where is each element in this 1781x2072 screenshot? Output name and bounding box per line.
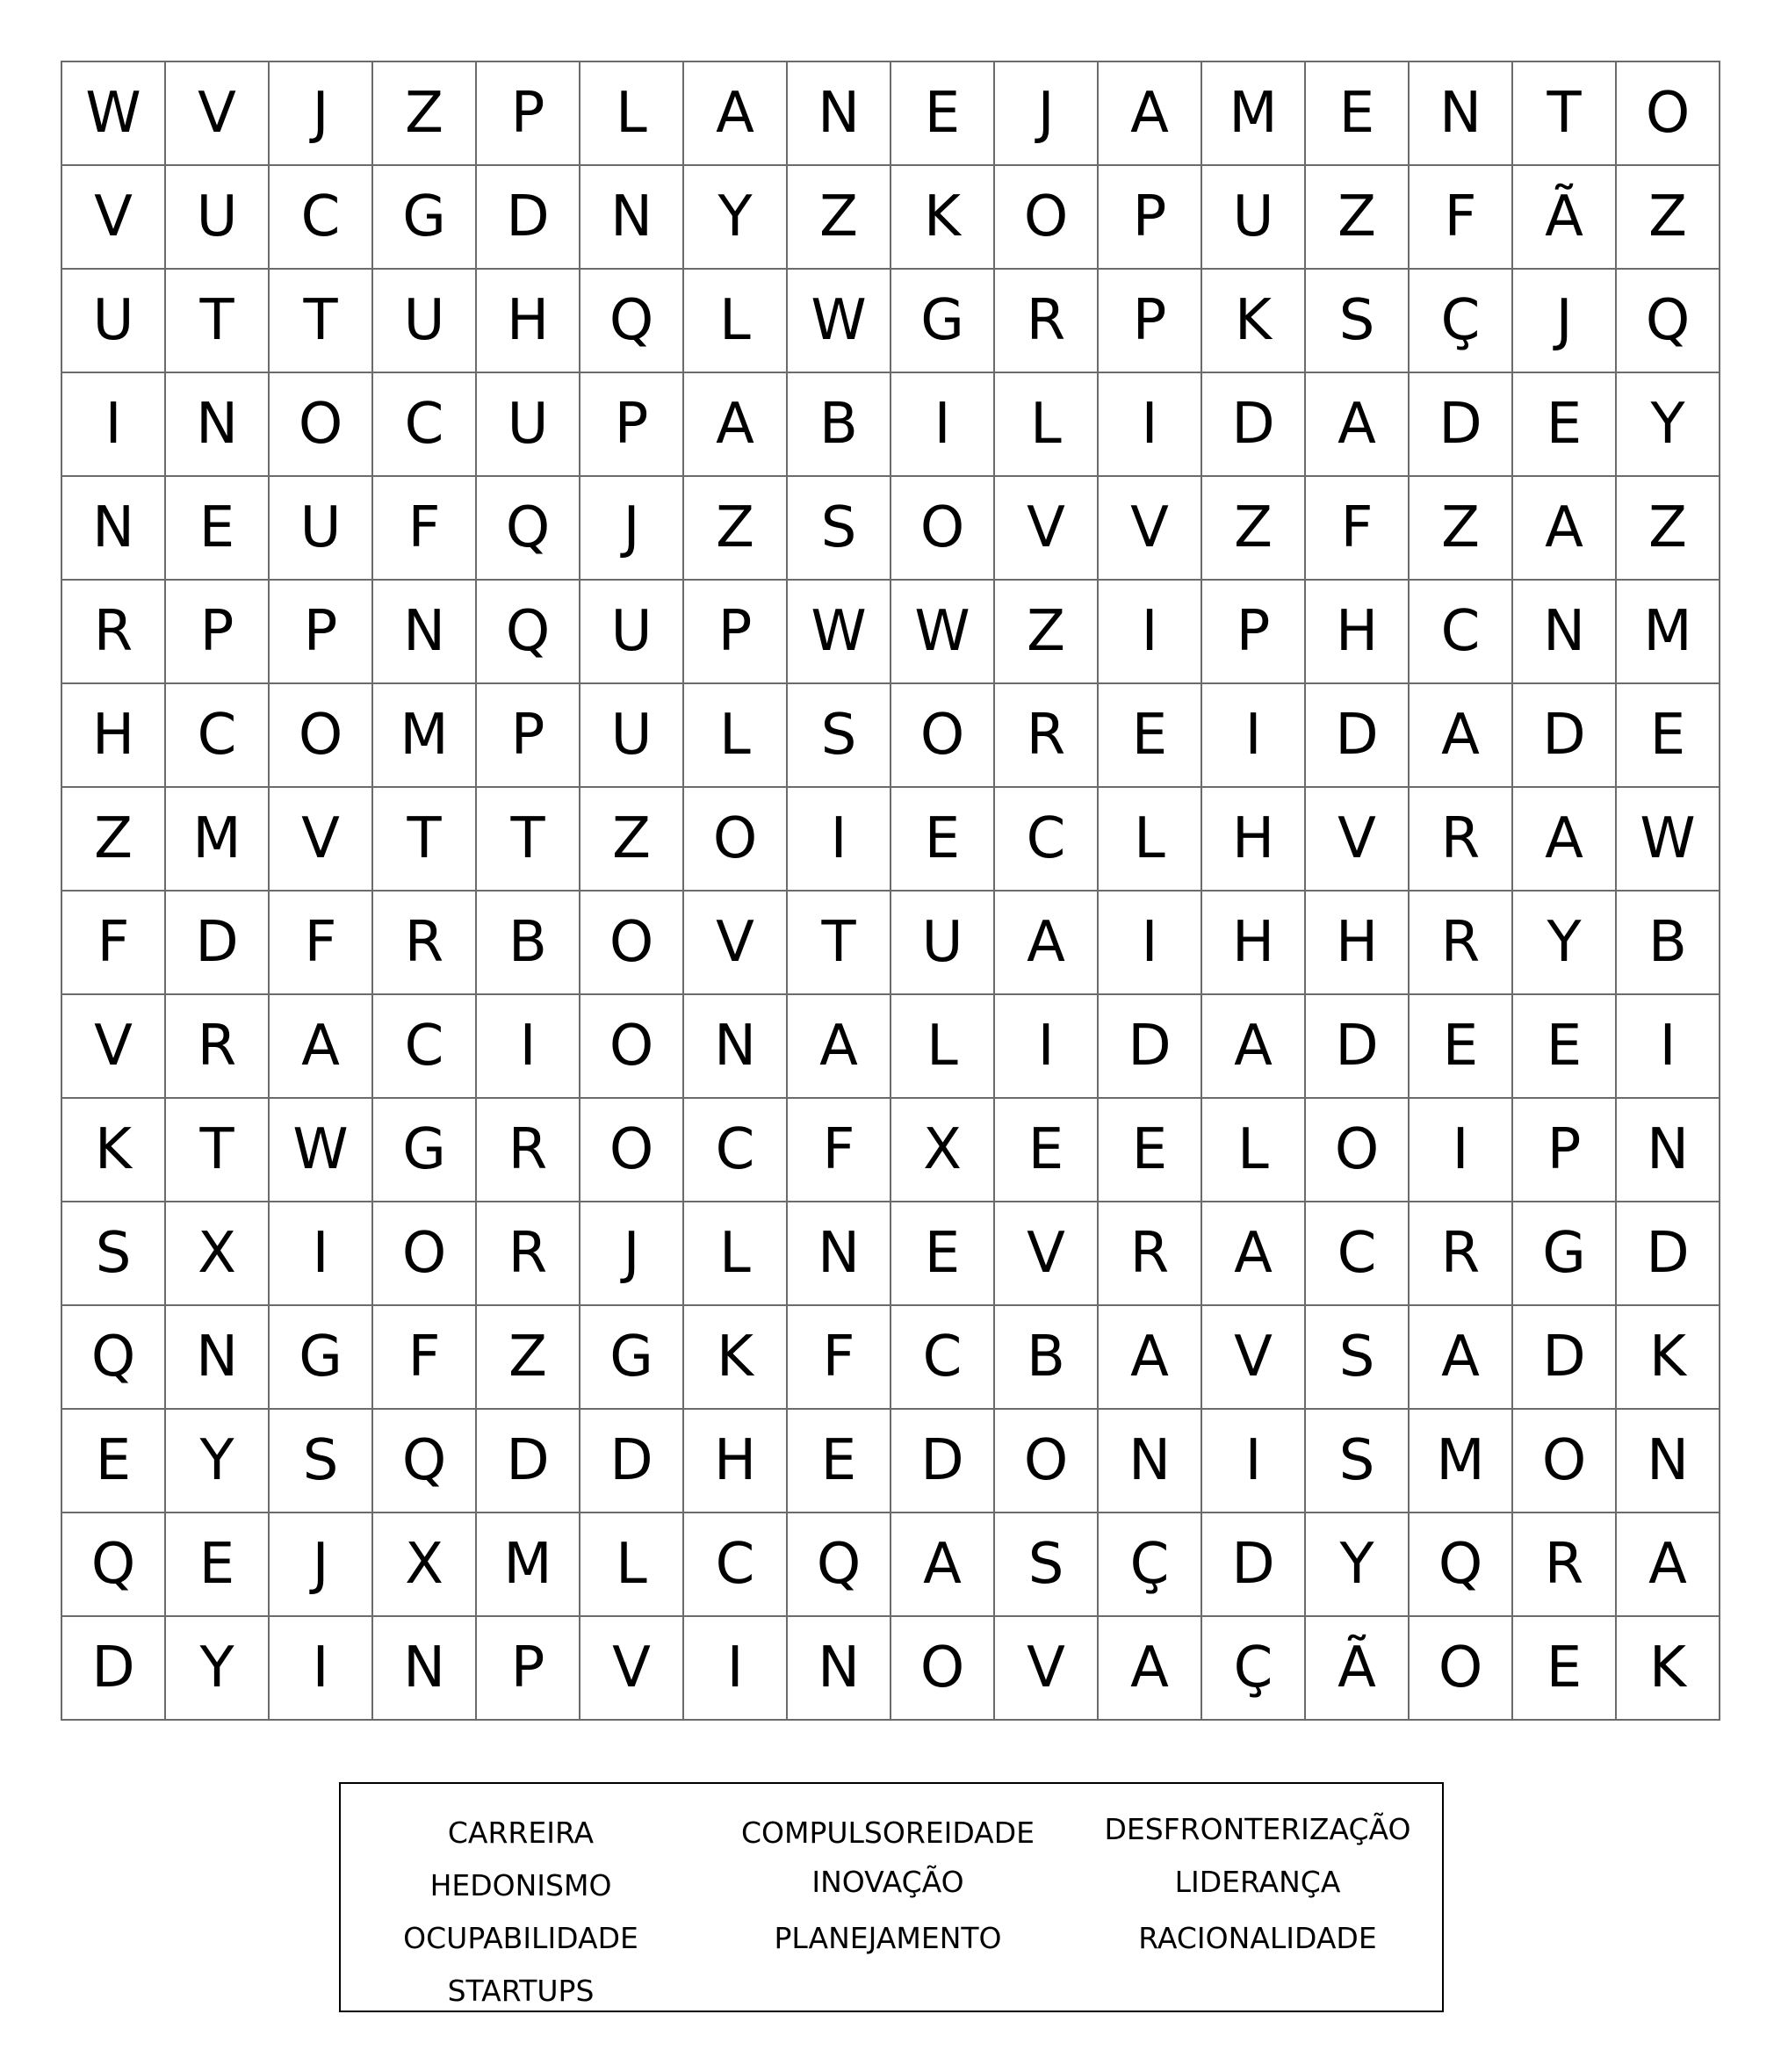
grid-cell[interactable]: S [788,684,891,788]
grid-cell[interactable]: Q [477,477,580,581]
grid-cell[interactable]: E [1306,62,1410,166]
word-list-item: DESFRONTERIZAÇÃO [1104,1812,1411,1846]
grid-cell[interactable]: C [166,684,270,788]
grid-cell[interactable]: Y [684,166,788,270]
grid-cell[interactable]: Q [1410,1513,1513,1617]
grid-cell[interactable]: D [166,892,270,995]
grid-cell[interactable]: C [995,788,1099,892]
grid-cell[interactable]: A [788,995,891,1099]
grid-cell[interactable]: Q [373,1410,477,1513]
grid-cell[interactable]: C [684,1513,788,1617]
grid-cell[interactable]: O [580,995,684,1099]
grid-cell[interactable]: D [477,1410,580,1513]
grid-cell[interactable]: Z [373,62,477,166]
grid-cell[interactable]: E [995,1099,1099,1202]
grid-cell[interactable]: H [1306,892,1410,995]
grid-cell[interactable]: N [1513,581,1617,684]
grid-cell[interactable]: R [1410,892,1513,995]
grid-cell[interactable]: P [1202,581,1306,684]
grid-cell[interactable]: O [891,1617,995,1721]
grid-cell[interactable]: R [995,684,1099,788]
word-list-box [339,1782,1444,2012]
grid-cell[interactable]: F [1410,166,1513,270]
grid-cell[interactable]: N [1099,1410,1202,1513]
grid-cell[interactable]: H [62,684,166,788]
grid-cell[interactable]: I [1099,373,1202,477]
grid-cell[interactable]: R [373,892,477,995]
grid-cell[interactable]: K [1202,270,1306,373]
grid-cell[interactable]: G [580,1306,684,1410]
grid-cell[interactable]: G [1513,1202,1617,1306]
grid-cell[interactable]: R [62,581,166,684]
grid-cell[interactable]: B [1617,892,1720,995]
word-list-item: COMPULSOREIDADE [740,1816,1035,1850]
grid-cell[interactable]: S [1306,270,1410,373]
grid-cell[interactable]: C [1306,1202,1410,1306]
grid-cell[interactable]: Y [1617,373,1720,477]
grid-cell[interactable]: R [1513,1513,1617,1617]
grid-cell[interactable]: F [62,892,166,995]
grid-cell[interactable]: P [477,62,580,166]
grid-cell[interactable]: L [1099,788,1202,892]
grid-cell[interactable]: L [684,270,788,373]
grid-cell[interactable]: I [1099,892,1202,995]
grid-cell[interactable]: Z [477,1306,580,1410]
grid-cell[interactable]: K [62,1099,166,1202]
grid-cell[interactable]: O [995,1410,1099,1513]
grid-cell[interactable]: C [891,1306,995,1410]
grid-cell[interactable]: A [1306,373,1410,477]
grid-cell[interactable]: N [684,995,788,1099]
grid-cell[interactable]: S [995,1513,1099,1617]
grid-cell[interactable]: D [62,1617,166,1721]
grid-cell[interactable]: Y [1306,1513,1410,1617]
grid-cell[interactable]: A [684,373,788,477]
grid-cell[interactable]: E [1410,995,1513,1099]
grid-cell[interactable]: A [1202,995,1306,1099]
grid-cell[interactable]: J [580,477,684,581]
grid-cell[interactable]: L [684,684,788,788]
grid-cell[interactable]: E [891,788,995,892]
grid-cell[interactable]: H [684,1410,788,1513]
grid-cell[interactable]: D [1410,373,1513,477]
grid-cell[interactable]: V [995,1202,1099,1306]
grid-cell[interactable]: I [1617,995,1720,1099]
grid-cell[interactable]: M [373,684,477,788]
grid-cell[interactable]: K [684,1306,788,1410]
grid-cell[interactable]: L [891,995,995,1099]
grid-cell[interactable]: D [1202,373,1306,477]
grid-cell[interactable]: F [1306,477,1410,581]
grid-cell[interactable]: U [270,477,373,581]
grid-cell[interactable]: P [1513,1099,1617,1202]
grid-cell[interactable]: Q [1617,270,1720,373]
grid-cell[interactable]: D [1306,684,1410,788]
grid-cell[interactable]: Ã [1306,1617,1410,1721]
grid-cell[interactable]: D [1513,684,1617,788]
grid-cell[interactable]: R [1099,1202,1202,1306]
grid-cell[interactable]: Z [1410,477,1513,581]
grid-cell[interactable]: N [373,1617,477,1721]
grid-cell[interactable]: S [1306,1306,1410,1410]
grid-cell[interactable]: G [373,166,477,270]
grid-cell[interactable]: K [1617,1617,1720,1721]
grid-cell[interactable]: O [1513,1410,1617,1513]
grid-cell[interactable]: Y [1513,892,1617,995]
word-list-item: CARREIRA [447,1816,595,1850]
grid-cell[interactable]: Q [62,1513,166,1617]
grid-cell[interactable]: Z [1617,477,1720,581]
grid-cell[interactable]: D [1617,1202,1720,1306]
grid-cell[interactable]: B [995,1306,1099,1410]
grid-cell[interactable]: I [270,1617,373,1721]
grid-cell[interactable]: N [166,1306,270,1410]
grid-cell[interactable]: U [166,166,270,270]
grid-cell[interactable]: E [62,1410,166,1513]
grid-cell[interactable]: C [373,373,477,477]
grid-cell[interactable]: I [1099,581,1202,684]
grid-cell[interactable]: Y [166,1410,270,1513]
grid-cell[interactable]: D [1202,1513,1306,1617]
word-list-item: LIDERANÇA [1174,1865,1341,1899]
grid-cell[interactable]: L [684,1202,788,1306]
grid-cell[interactable]: P [684,581,788,684]
grid-cell[interactable]: R [477,1202,580,1306]
grid-cell[interactable]: Z [684,477,788,581]
grid-cell[interactable]: L [1202,1099,1306,1202]
grid-cell[interactable]: I [477,995,580,1099]
grid-cell[interactable]: V [684,892,788,995]
grid-cell[interactable]: R [166,995,270,1099]
grid-cell[interactable]: J [995,62,1099,166]
grid-cell[interactable]: D [1306,995,1410,1099]
grid-cell[interactable]: X [891,1099,995,1202]
grid-cell[interactable]: N [62,477,166,581]
grid-cell[interactable]: E [166,1513,270,1617]
grid-cell[interactable]: C [1410,581,1513,684]
grid-cell[interactable]: U [477,373,580,477]
grid-cell[interactable]: T [373,788,477,892]
grid-cell[interactable]: W [62,62,166,166]
word-list-item: RACIONALIDADE [1138,1921,1377,1955]
grid-cell[interactable]: Q [788,1513,891,1617]
grid-cell[interactable]: M [166,788,270,892]
grid-cell[interactable]: O [891,684,995,788]
grid-cell[interactable]: Ã [1513,166,1617,270]
grid-cell[interactable]: N [788,1617,891,1721]
grid-cell[interactable]: X [373,1513,477,1617]
grid-cell[interactable]: E [1513,995,1617,1099]
grid-cell[interactable]: P [1099,270,1202,373]
grid-cell[interactable]: A [1202,1202,1306,1306]
grid-cell[interactable]: A [270,995,373,1099]
grid-cell[interactable]: A [1513,477,1617,581]
grid-cell[interactable]: E [891,1202,995,1306]
grid-cell[interactable]: W [788,270,891,373]
grid-cell[interactable]: G [270,1306,373,1410]
grid-cell[interactable]: O [891,477,995,581]
grid-cell[interactable]: H [1202,788,1306,892]
grid-cell[interactable]: S [270,1410,373,1513]
grid-cell[interactable]: W [270,1099,373,1202]
grid-cell[interactable]: T [270,270,373,373]
grid-cell[interactable]: A [1410,684,1513,788]
grid-cell[interactable]: M [1410,1410,1513,1513]
grid-cell[interactable]: I [1410,1099,1513,1202]
grid-cell[interactable]: D [891,1410,995,1513]
grid-cell[interactable]: A [995,892,1099,995]
grid-cell[interactable]: T [477,788,580,892]
grid-cell[interactable]: O [1410,1617,1513,1721]
grid-cell[interactable]: F [373,1306,477,1410]
grid-cell[interactable]: Z [1202,477,1306,581]
grid-cell[interactable]: E [1513,1617,1617,1721]
grid-cell[interactable]: D [1099,995,1202,1099]
grid-cell[interactable]: F [788,1306,891,1410]
grid-cell[interactable]: A [1099,62,1202,166]
grid-cell[interactable]: Z [580,788,684,892]
grid-cell[interactable]: X [166,1202,270,1306]
grid-cell[interactable]: W [788,581,891,684]
grid-cell[interactable]: O [995,166,1099,270]
grid-cell[interactable]: U [62,270,166,373]
grid-cell[interactable]: V [580,1617,684,1721]
grid-cell[interactable]: O [270,684,373,788]
grid-cell[interactable]: N [1410,62,1513,166]
grid-cell[interactable]: Ç [1202,1617,1306,1721]
grid-cell[interactable]: P [166,581,270,684]
grid-cell[interactable]: L [995,373,1099,477]
grid-cell[interactable]: I [62,373,166,477]
grid-cell[interactable]: K [1617,1306,1720,1410]
grid-cell[interactable]: L [580,1513,684,1617]
grid-cell[interactable]: A [1513,788,1617,892]
grid-cell[interactable]: V [62,995,166,1099]
grid-cell[interactable]: C [373,995,477,1099]
grid-cell[interactable]: C [270,166,373,270]
grid-cell[interactable]: H [1306,581,1410,684]
grid-cell[interactable]: P [270,581,373,684]
grid-cell[interactable]: J [580,1202,684,1306]
grid-cell[interactable]: A [891,1513,995,1617]
grid-cell[interactable]: Q [62,1306,166,1410]
grid-cell[interactable]: N [1617,1099,1720,1202]
grid-cell[interactable]: S [788,477,891,581]
grid-cell[interactable]: R [1410,1202,1513,1306]
grid-cell[interactable]: T [166,1099,270,1202]
grid-cell[interactable]: J [270,62,373,166]
grid-cell[interactable]: E [891,62,995,166]
grid-cell[interactable]: R [477,1099,580,1202]
grid-cell[interactable]: M [1202,62,1306,166]
grid-cell[interactable]: Z [1306,166,1410,270]
grid-cell[interactable]: N [788,62,891,166]
grid-cell[interactable]: N [373,581,477,684]
grid-cell[interactable]: D [580,1410,684,1513]
grid-cell[interactable]: U [580,684,684,788]
word-list-item: INOVAÇÃO [811,1865,964,1899]
grid-cell[interactable]: B [477,892,580,995]
grid-cell[interactable]: U [373,270,477,373]
grid-cell[interactable]: T [1513,62,1617,166]
grid-cell[interactable]: I [270,1202,373,1306]
grid-cell[interactable]: K [891,166,995,270]
grid-cell[interactable]: Q [477,581,580,684]
grid-cell[interactable]: A [1410,1306,1513,1410]
grid-cell[interactable]: R [995,270,1099,373]
grid-cell[interactable]: E [1513,373,1617,477]
grid-cell[interactable]: E [1099,684,1202,788]
grid-cell[interactable]: D [477,166,580,270]
grid-cell[interactable]: I [1202,1410,1306,1513]
grid-cell[interactable]: Ç [1410,270,1513,373]
grid-cell[interactable]: C [684,1099,788,1202]
grid-cell[interactable]: Q [580,270,684,373]
grid-cell[interactable]: W [1617,788,1720,892]
grid-cell[interactable]: O [580,1099,684,1202]
grid-cell[interactable]: O [684,788,788,892]
grid-cell[interactable]: G [373,1099,477,1202]
grid-cell[interactable]: W [891,581,995,684]
grid-cell[interactable]: V [1099,477,1202,581]
grid-cell[interactable]: V [166,62,270,166]
grid-cell[interactable]: S [1306,1410,1410,1513]
grid-cell[interactable]: O [1617,62,1720,166]
grid-cell[interactable]: A [1099,1306,1202,1410]
grid-cell[interactable]: P [477,1617,580,1721]
grid-cell[interactable]: V [995,1617,1099,1721]
grid-cell[interactable]: V [62,166,166,270]
grid-cell[interactable]: P [580,373,684,477]
grid-cell[interactable]: N [1617,1410,1720,1513]
grid-cell[interactable]: M [1617,581,1720,684]
grid-cell[interactable]: V [995,477,1099,581]
grid-cell[interactable]: V [1202,1306,1306,1410]
grid-cell[interactable]: I [891,373,995,477]
grid-cell[interactable]: H [477,270,580,373]
grid-cell[interactable]: Z [788,166,891,270]
grid-cell[interactable]: Z [62,788,166,892]
grid-cell[interactable]: F [270,892,373,995]
grid-cell[interactable]: I [1202,684,1306,788]
word-list-item: STARTUPS [447,1974,595,2008]
grid-cell[interactable]: V [270,788,373,892]
grid-cell[interactable]: F [788,1099,891,1202]
grid-cell[interactable]: E [166,477,270,581]
grid-cell[interactable]: A [1617,1513,1720,1617]
grid-cell[interactable]: I [995,995,1099,1099]
word-search-grid [61,61,1720,1721]
grid-cell[interactable]: A [684,62,788,166]
grid-cell[interactable]: J [270,1513,373,1617]
grid-cell[interactable]: Z [995,581,1099,684]
grid-cell[interactable]: P [477,684,580,788]
grid-cell[interactable]: T [166,270,270,373]
grid-cell[interactable]: E [1099,1099,1202,1202]
grid-cell[interactable]: U [580,581,684,684]
grid-cell[interactable]: M [477,1513,580,1617]
grid-cell[interactable]: N [580,166,684,270]
grid-cell[interactable]: V [1306,788,1410,892]
grid-cell[interactable]: R [1410,788,1513,892]
grid-cell[interactable]: E [1617,684,1720,788]
grid-cell[interactable]: A [1099,1617,1202,1721]
word-list-item: PLANEJAMENTO [774,1921,1002,1955]
word-list-item: HEDONISMO [429,1868,612,1902]
grid-cell[interactable]: U [891,892,995,995]
grid-cell[interactable]: O [580,892,684,995]
grid-cell[interactable]: D [1513,1306,1617,1410]
grid-cell[interactable]: O [1306,1099,1410,1202]
grid-cell[interactable]: Z [1617,166,1720,270]
grid-cell[interactable]: P [1099,166,1202,270]
grid-cell[interactable]: E [788,1410,891,1513]
grid-cell[interactable]: F [373,477,477,581]
grid-cell[interactable]: G [891,270,995,373]
grid-cell[interactable]: U [1202,166,1306,270]
grid-cell[interactable]: S [62,1202,166,1306]
grid-cell[interactable]: Y [166,1617,270,1721]
grid-cell[interactable]: O [373,1202,477,1306]
grid-cell[interactable]: O [270,373,373,477]
word-list-item: OCUPABILIDADE [403,1921,638,1955]
grid-cell[interactable]: B [788,373,891,477]
grid-cell[interactable]: J [1513,270,1617,373]
grid-cell[interactable]: L [580,62,684,166]
grid-cell[interactable]: Ç [1099,1513,1202,1617]
grid-cell[interactable]: I [788,788,891,892]
grid-cell[interactable]: T [788,892,891,995]
grid-cell[interactable]: N [788,1202,891,1306]
grid-cell[interactable]: N [166,373,270,477]
grid-cell[interactable]: H [1202,892,1306,995]
grid-cell[interactable]: I [684,1617,788,1721]
